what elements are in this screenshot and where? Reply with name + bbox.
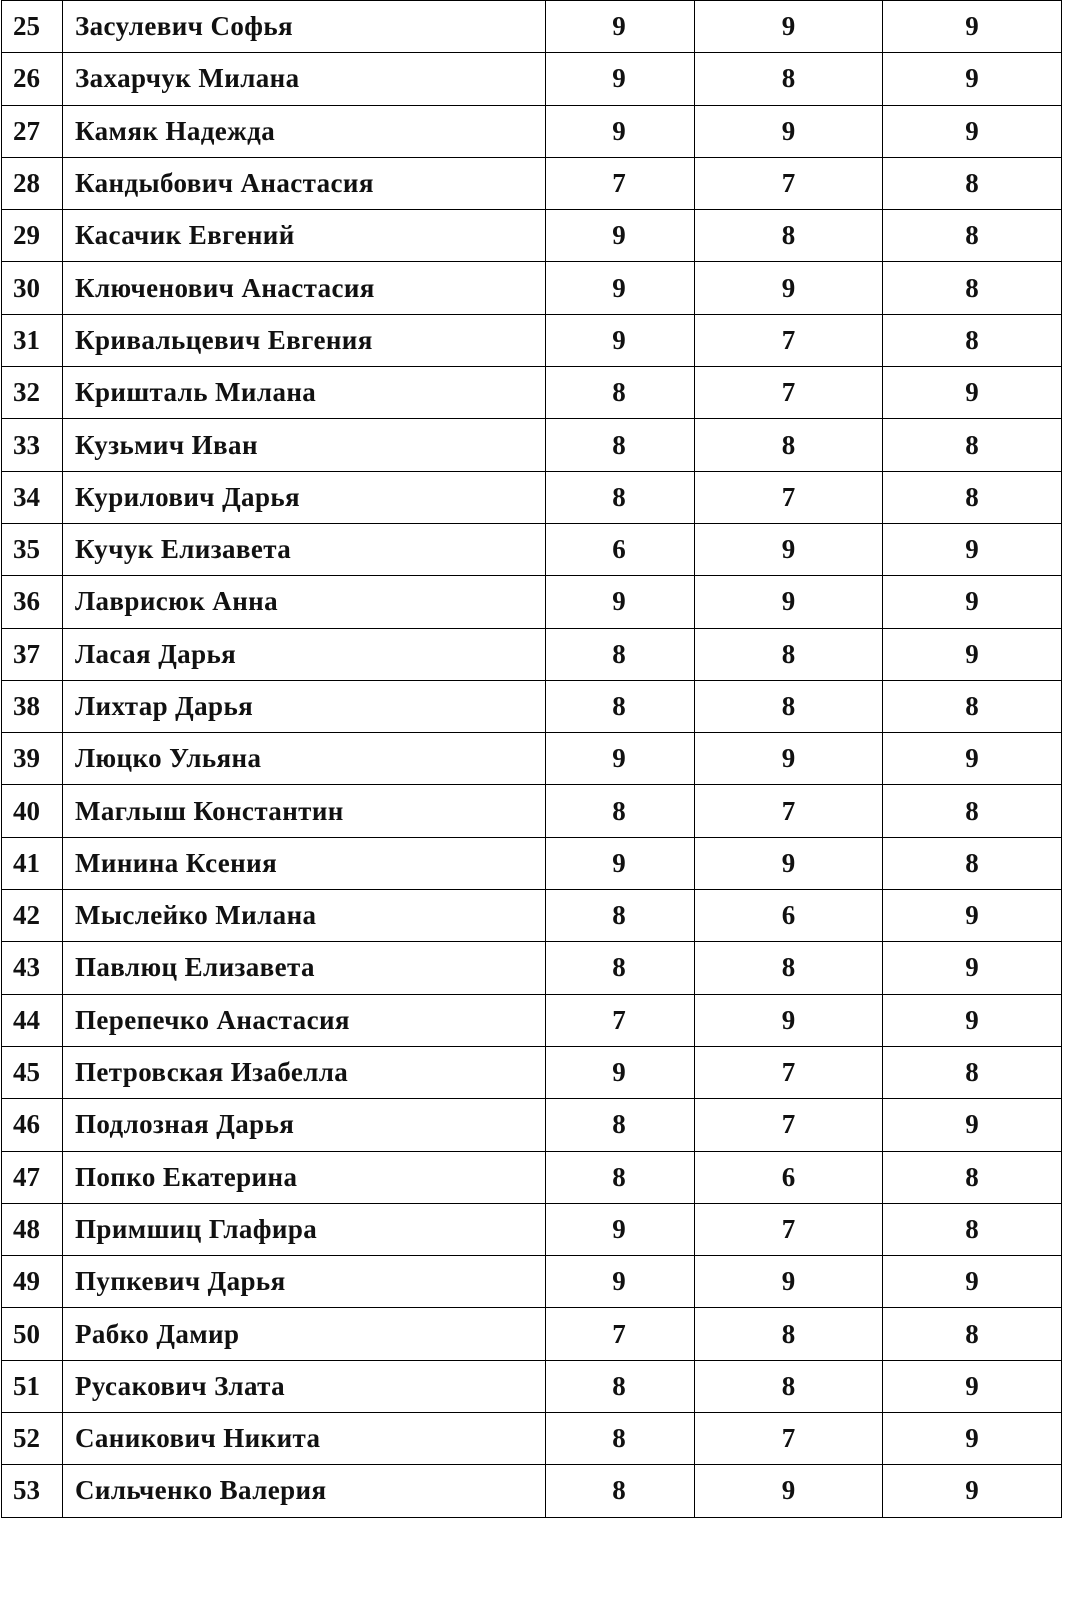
row-number: 50: [2, 1308, 63, 1360]
table-row: [2, 1, 1062, 53]
table-row: [2, 733, 1062, 785]
table-row: [2, 942, 1062, 994]
table-row: [2, 367, 1062, 419]
row-number: 29: [2, 210, 63, 262]
grade-2: 9: [695, 262, 883, 314]
row-number: 25: [2, 1, 63, 53]
row-number: 42: [2, 890, 63, 942]
grade-1: 8: [546, 367, 695, 419]
table-row: [2, 1256, 1062, 1308]
grade-2: 8: [695, 628, 883, 680]
row-number: 32: [2, 367, 63, 419]
grade-1: 9: [546, 53, 695, 105]
table-row: [2, 837, 1062, 889]
student-name: Примшиц Глафира: [63, 1203, 546, 1255]
grade-2: 9: [695, 994, 883, 1046]
grade-1: 8: [546, 628, 695, 680]
student-name: Пупкевич Дарья: [63, 1256, 546, 1308]
table-row: [2, 1308, 1062, 1360]
student-name: Лихтар Дарья: [63, 680, 546, 732]
grade-3: 9: [883, 1465, 1062, 1517]
grade-3: 8: [883, 1046, 1062, 1098]
grade-3: 9: [883, 942, 1062, 994]
grade-2: 9: [695, 576, 883, 628]
grade-3: 9: [883, 1413, 1062, 1465]
student-name: Касачик Евгений: [63, 210, 546, 262]
student-name: Сильченко Валерия: [63, 1465, 546, 1517]
grade-1: 8: [546, 890, 695, 942]
table-row: [2, 1099, 1062, 1151]
row-number: 52: [2, 1413, 63, 1465]
grade-1: 9: [546, 210, 695, 262]
grade-2: 8: [695, 1360, 883, 1412]
student-name: Кузьмич Иван: [63, 419, 546, 471]
grade-3: 8: [883, 262, 1062, 314]
grade-2: 9: [695, 1256, 883, 1308]
table-row: [2, 419, 1062, 471]
row-number: 26: [2, 53, 63, 105]
student-name: Русакович Злата: [63, 1360, 546, 1412]
grade-1: 7: [546, 157, 695, 209]
grade-2: 7: [695, 1413, 883, 1465]
grade-1: 9: [546, 1203, 695, 1255]
student-name: Рабко Дамир: [63, 1308, 546, 1360]
grade-3: 8: [883, 1203, 1062, 1255]
grade-3: 9: [883, 890, 1062, 942]
student-name: Попко Екатерина: [63, 1151, 546, 1203]
grade-3: 8: [883, 471, 1062, 523]
table-row: [2, 1413, 1062, 1465]
grade-2: 8: [695, 1308, 883, 1360]
grade-1: 8: [546, 471, 695, 523]
row-number: 46: [2, 1099, 63, 1151]
student-name: Саникович Никита: [63, 1413, 546, 1465]
grades-table-body: [2, 1, 1062, 1518]
row-number: 49: [2, 1256, 63, 1308]
grade-2: 8: [695, 942, 883, 994]
table-row: [2, 314, 1062, 366]
student-name: Маглыш Константин: [63, 785, 546, 837]
grade-3: 8: [883, 419, 1062, 471]
grade-2: 7: [695, 1203, 883, 1255]
grade-1: 6: [546, 523, 695, 575]
row-number: 44: [2, 994, 63, 1046]
grade-2: 8: [695, 53, 883, 105]
grade-1: 8: [546, 785, 695, 837]
grade-2: 8: [695, 680, 883, 732]
table-row: [2, 890, 1062, 942]
table-row: [2, 576, 1062, 628]
grade-3: 9: [883, 733, 1062, 785]
student-name: Кривальцевич Евгения: [63, 314, 546, 366]
student-name: Лаврисюк Анна: [63, 576, 546, 628]
grade-2: 6: [695, 890, 883, 942]
row-number: 34: [2, 471, 63, 523]
student-name: Курилович Дарья: [63, 471, 546, 523]
row-number: 30: [2, 262, 63, 314]
grade-3: 8: [883, 1308, 1062, 1360]
grade-3: 8: [883, 837, 1062, 889]
row-number: 48: [2, 1203, 63, 1255]
row-number: 33: [2, 419, 63, 471]
table-row: [2, 1465, 1062, 1517]
grade-2: 9: [695, 837, 883, 889]
table-row: [2, 680, 1062, 732]
row-number: 38: [2, 680, 63, 732]
grade-1: 8: [546, 1465, 695, 1517]
grade-1: 8: [546, 419, 695, 471]
grade-3: 8: [883, 680, 1062, 732]
grade-3: 8: [883, 785, 1062, 837]
grade-3: 9: [883, 367, 1062, 419]
grade-2: 7: [695, 157, 883, 209]
student-name: Подлозная Дарья: [63, 1099, 546, 1151]
grade-1: 8: [546, 1413, 695, 1465]
grade-1: 9: [546, 1, 695, 53]
table-row: [2, 210, 1062, 262]
student-name: Люцко Ульяна: [63, 733, 546, 785]
grade-1: 8: [546, 1099, 695, 1151]
student-name: Ласая Дарья: [63, 628, 546, 680]
grade-1: 9: [546, 105, 695, 157]
row-number: 47: [2, 1151, 63, 1203]
grade-3: 9: [883, 576, 1062, 628]
grade-1: 8: [546, 1151, 695, 1203]
table-row: [2, 53, 1062, 105]
grade-1: 7: [546, 994, 695, 1046]
table-row: [2, 994, 1062, 1046]
grade-1: 9: [546, 1256, 695, 1308]
grade-2: 7: [695, 367, 883, 419]
table-row: [2, 1151, 1062, 1203]
row-number: 39: [2, 733, 63, 785]
grade-2: 6: [695, 1151, 883, 1203]
grade-3: 9: [883, 53, 1062, 105]
row-number: 43: [2, 942, 63, 994]
grade-2: 9: [695, 733, 883, 785]
student-name: Петровская Изабелла: [63, 1046, 546, 1098]
grade-3: 9: [883, 994, 1062, 1046]
grade-2: 7: [695, 471, 883, 523]
grade-2: 7: [695, 785, 883, 837]
grade-3: 9: [883, 105, 1062, 157]
student-name: Павлюц Елизавета: [63, 942, 546, 994]
grade-1: 9: [546, 314, 695, 366]
student-name: Ключенович Анастасия: [63, 262, 546, 314]
table-row: [2, 1046, 1062, 1098]
grade-1: 9: [546, 576, 695, 628]
grade-3: 9: [883, 1256, 1062, 1308]
row-number: 35: [2, 523, 63, 575]
grade-3: 9: [883, 1360, 1062, 1412]
row-number: 40: [2, 785, 63, 837]
grade-3: 9: [883, 523, 1062, 575]
grade-1: 9: [546, 733, 695, 785]
student-name: Камяк Надежда: [63, 105, 546, 157]
grade-1: 8: [546, 942, 695, 994]
grade-1: 9: [546, 837, 695, 889]
student-name: Перепечко Анастасия: [63, 994, 546, 1046]
row-number: 45: [2, 1046, 63, 1098]
row-number: 36: [2, 576, 63, 628]
row-number: 53: [2, 1465, 63, 1517]
table-row: [2, 1360, 1062, 1412]
row-number: 37: [2, 628, 63, 680]
grade-3: 9: [883, 628, 1062, 680]
grade-2: 9: [695, 1, 883, 53]
grade-3: 8: [883, 314, 1062, 366]
student-name: Кандыбович Анастасия: [63, 157, 546, 209]
table-row: [2, 523, 1062, 575]
grade-1: 8: [546, 1360, 695, 1412]
student-name: Мыслейко Милана: [63, 890, 546, 942]
grade-2: 7: [695, 1099, 883, 1151]
student-name: Засулевич Софья: [63, 1, 546, 53]
student-name: Кришталь Милана: [63, 367, 546, 419]
table-row: [2, 105, 1062, 157]
grade-3: 9: [883, 1, 1062, 53]
grade-2: 9: [695, 523, 883, 575]
grade-3: 8: [883, 1151, 1062, 1203]
student-name: Минина Ксения: [63, 837, 546, 889]
row-number: 27: [2, 105, 63, 157]
grade-2: 9: [695, 105, 883, 157]
grade-1: 9: [546, 262, 695, 314]
grade-3: 9: [883, 1099, 1062, 1151]
row-number: 51: [2, 1360, 63, 1412]
row-number: 41: [2, 837, 63, 889]
grade-2: 7: [695, 314, 883, 366]
grade-3: 8: [883, 157, 1062, 209]
table-row: [2, 785, 1062, 837]
grade-2: 8: [695, 419, 883, 471]
grade-1: 7: [546, 1308, 695, 1360]
table-row: [2, 628, 1062, 680]
student-name: Кучук Елизавета: [63, 523, 546, 575]
table-row: [2, 157, 1062, 209]
grade-2: 8: [695, 210, 883, 262]
grade-1: 9: [546, 1046, 695, 1098]
grades-table: [1, 0, 1062, 1518]
row-number: 28: [2, 157, 63, 209]
table-row: [2, 1203, 1062, 1255]
row-number: 31: [2, 314, 63, 366]
table-row: [2, 262, 1062, 314]
grade-2: 9: [695, 1465, 883, 1517]
grade-1: 8: [546, 680, 695, 732]
table-row: [2, 471, 1062, 523]
grade-2: 7: [695, 1046, 883, 1098]
grade-3: 8: [883, 210, 1062, 262]
student-name: Захарчук Милана: [63, 53, 546, 105]
